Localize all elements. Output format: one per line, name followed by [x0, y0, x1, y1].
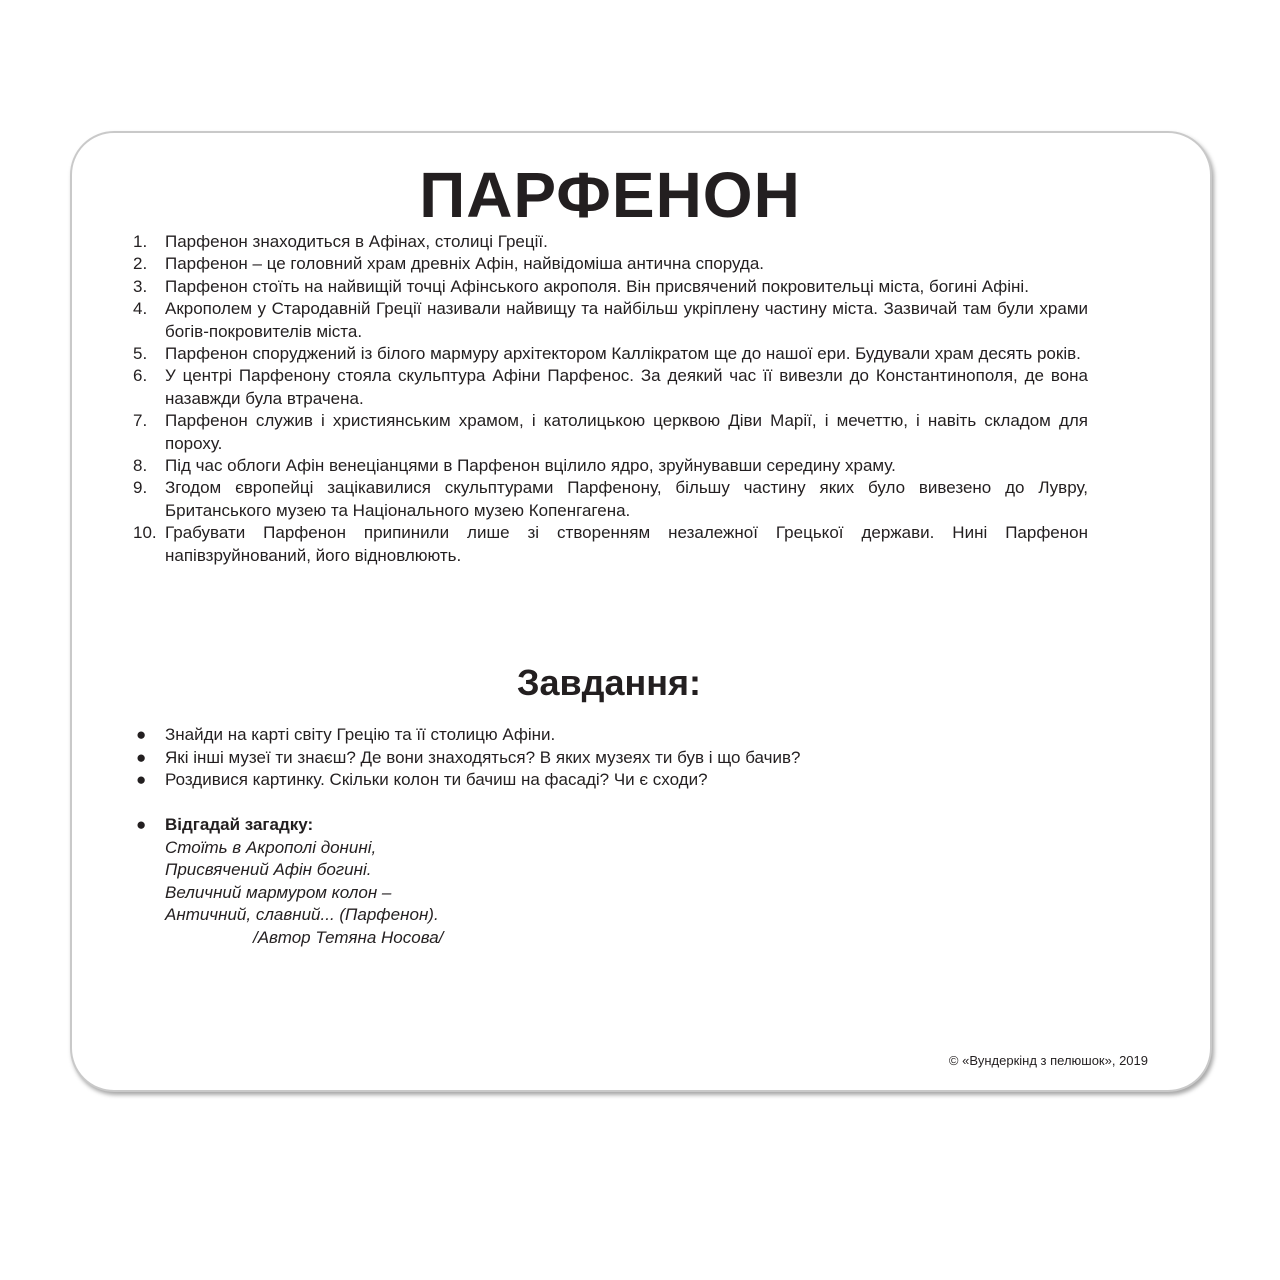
- item-number: 2.: [133, 254, 148, 274]
- bullet-icon: ●: [136, 815, 147, 834]
- item-number: 5.: [133, 344, 148, 364]
- bullet-icon: ●: [136, 747, 147, 767]
- tasks-list: [133, 724, 1088, 792]
- list-item: [133, 724, 1088, 747]
- riddle-heading-row: [133, 814, 733, 837]
- task-text: Які інші музеї ти знаєш? Де вони знаходяться? В яких музеях ти був і що бачив?: [165, 747, 801, 767]
- item-text: Парфенон споруджений із білого мармуру архітектором Каллікратом ще до нашої ери. Будували храм десять років.: [165, 344, 1081, 364]
- item-text: Парфенон – це головний храм древніх Афін, найвідоміша антична споруда.: [165, 254, 765, 274]
- list-item: [133, 343, 1088, 365]
- riddle-heading: Відгадай загадку:: [165, 815, 314, 834]
- list-item: [133, 455, 1088, 477]
- list-item: [133, 365, 1088, 410]
- item-text: Парфенон стоїть на найвищій точці Афінського акрополя. Він присвячений покровительці міста, богині Афіні.: [165, 276, 1029, 296]
- bullet-icon: ●: [136, 725, 147, 744]
- list-item: [133, 522, 1088, 567]
- item-text: У центрі Парфенону стояла скульптура Афіни Парфенос. За деякий час її вивезли до Константинополя, де вона назавжди була втрачена.: [165, 366, 1088, 408]
- item-number: 8.: [133, 456, 148, 476]
- list-item: [133, 747, 1088, 770]
- item-text: Згодом європейці зацікавилися скульптурами Парфенону, більшу частину яких було вивезено до Лувру, Британського музею та Національного музею Копенгагена.: [165, 478, 1088, 520]
- bullet-icon: ●: [136, 770, 147, 789]
- item-text: Акрополем у Стародавній Греції називали найвищу та найбільш укріплену частину міста. Зазвичай там були храми богів-покровителів міста.: [165, 299, 1088, 341]
- item-number: 6.: [133, 366, 148, 386]
- riddle-line: Присвячений Афін богині.: [165, 860, 372, 880]
- task-text: Роздивися картинку. Скільки колон ти бачиш на фасаді? Чи є сходи?: [165, 770, 708, 789]
- riddle-line: Величний мармуром колон –: [165, 882, 392, 902]
- page-title: ПАРФЕНОН: [419, 159, 801, 231]
- item-text: Під час облоги Афін венеціанцями в Парфенон вцілило ядро, зруйнувавши середину храму.: [165, 456, 896, 476]
- item-number: 9.: [133, 478, 148, 498]
- riddle: [133, 814, 733, 950]
- riddle-line: Античний, славний... (Парфенон).: [165, 905, 439, 925]
- list-item: [133, 769, 1088, 792]
- list-item: [133, 298, 1088, 343]
- item-text: Парфенон знаходиться в Афінах, столиці Греції.: [165, 232, 548, 251]
- item-number: 10.: [133, 523, 157, 543]
- item-text: Парфенон служив і християнським храмом, і католицькою церквою Діви Марії, і мечеттю, і навіть складом для пороху.: [165, 411, 1088, 453]
- item-number: 4.: [133, 299, 148, 319]
- riddle-line: Стоїть в Акрополі донині,: [165, 837, 377, 857]
- list-item: [133, 410, 1088, 455]
- tasks-title: Завдання:: [516, 662, 702, 703]
- list-item: [133, 477, 1088, 522]
- facts-list: [133, 231, 1088, 567]
- list-item: [133, 231, 1088, 253]
- task-text: Знайди на карті світу Грецію та її столицю Афіни.: [165, 725, 556, 744]
- item-number: 1.: [133, 232, 148, 251]
- list-item: [133, 253, 1088, 275]
- list-item: [133, 276, 1088, 298]
- copyright: © «Вундеркінд з пелюшок», 2019: [948, 1053, 1148, 1068]
- item-text: Грабувати Парфенон припинили лише зі створенням незалежної Грецької держави. Нині Парфенон напівзруйнований, його відновлюють.: [165, 523, 1088, 565]
- riddle-author: /Автор Тетяна Носова/: [253, 927, 444, 947]
- item-number: 7.: [133, 411, 148, 431]
- item-number: 3.: [133, 276, 148, 296]
